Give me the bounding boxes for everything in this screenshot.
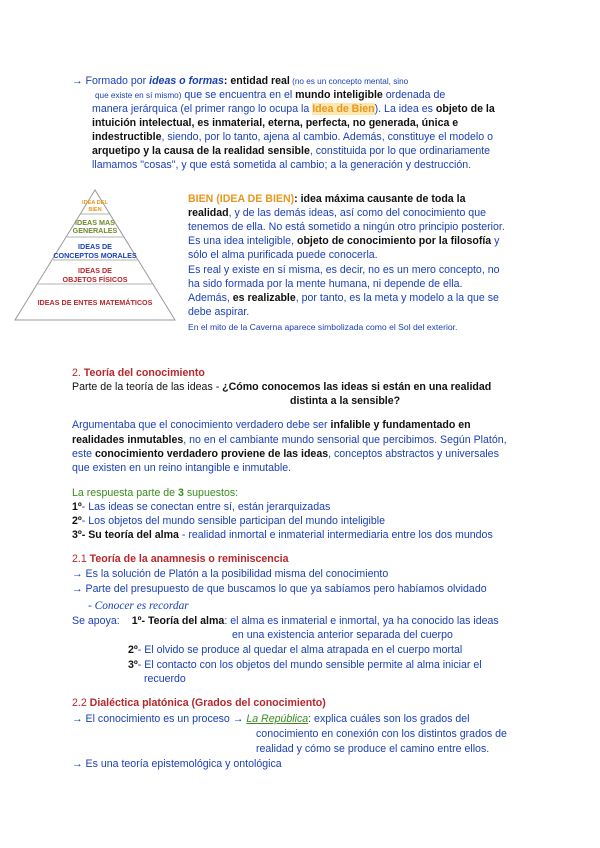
bien-line-9: debe aspirar. xyxy=(188,306,250,318)
bien-line-5: sólo el alma purificada puede conocerla. xyxy=(188,249,378,261)
s2-supuesto-2: 2º- Los objetos del mundo sensible participan del mundo inteligible xyxy=(72,515,386,527)
s2-supuesto-3: 3º- Su teoría del alma - realidad inmortal e inmaterial intermediaria entre los dos mundos xyxy=(72,529,493,541)
section-2-1-heading: 2.1 Teoría de la anamnesis o reminiscencia xyxy=(72,553,289,565)
bien-line-6: Es real y existe en sí misma, es decir, no es un mero concepto, no xyxy=(188,264,500,276)
s22-arrow-2: → Es una teoría epistemológica y ontológica xyxy=(72,758,282,770)
s21-arrow-2: → Parte del presupuesto de que buscamos lo que ya sabíamos pero habíamos olvidado xyxy=(72,583,487,595)
intro-line-6: arquetipo y la causa de la realidad sensible, constituida por lo que ordinariamente xyxy=(92,145,491,157)
intro-line-7: llamamos "cosas", y que está sometida al cambio; a la generación y destrucción. xyxy=(92,159,472,171)
intro-line-5: indestructible, siendo, por lo tanto, ajena al cambio. Además, constituye el modelo o xyxy=(92,131,494,143)
s21-arrow-1: → Es la solución de Platón a la posibilidad misma del conocimiento xyxy=(72,568,389,580)
s2-respuesta: La respuesta parte de 3 supuestos: xyxy=(72,487,239,499)
bien-line-2: realidad, y de las demás ideas, así como del conocimiento que xyxy=(188,207,486,219)
section-2-heading: 2. Teoría del conocimiento xyxy=(72,367,205,379)
s2-para-line-4: que existen en un reino intangible e inmutable. xyxy=(72,462,292,474)
s22-line-3: realidad y cómo se produce el camino entre ellos. xyxy=(256,743,490,755)
section-2-2-heading: 2.2 Dialéctica platónica (Grados del conocimiento) xyxy=(72,697,326,709)
arrow-icon: → xyxy=(72,75,83,87)
s21-apoya-1: Se apoya: 1º- Teoría del alma: el alma es inmaterial e inmortal, ya ha conocido las ideas xyxy=(72,615,499,627)
bien-line-1: BIEN (IDEA DE BIEN): idea máxima causante de toda la xyxy=(188,193,466,205)
s2-para-line-3: este conocimiento verdadero proviene de las ideas, conceptos abstractos y universales xyxy=(72,448,499,460)
arrow-icon: → xyxy=(72,713,83,725)
bien-line-4: Es una idea inteligible, objeto de conocimiento por la filosofía y xyxy=(188,235,500,247)
intro-line-3: manera jerárquica (el primer rango lo ocupa la Idea de Bien). La idea es objeto de la xyxy=(92,103,495,115)
pyramid-level-4: IDEAS DE OBJETOS FÍSICOS xyxy=(62,266,128,284)
pyramid-level-2: IDEAS MAS GENERALES xyxy=(72,218,118,235)
s2-supuesto-1: 1º- Las ideas se conectan entre sí, están jerarquizadas xyxy=(72,501,331,513)
s21-conocer-es-recordar: - Conocer es recordar xyxy=(88,600,189,612)
arrow-icon: → xyxy=(72,758,83,770)
arrow-icon: → xyxy=(72,568,83,580)
s21-apoya-3: 3º- El contacto con los objetos del mundo sensible permite al alma iniciar el xyxy=(128,659,482,671)
bien-line-8: Además, es realizable, por tanto, es la meta y modelo a la que se xyxy=(188,292,499,304)
s22-line-2: conocimiento en conexión con los distintos grados de xyxy=(256,728,507,740)
s22-arrow-1: → El conocimiento es un proceso → La República: explica cuáles son los grados del xyxy=(72,713,470,725)
intro-line-4: intuición intelectual, es inmaterial, eterna, perfecta, no generada, única e xyxy=(92,117,459,129)
pyramid-level-3: IDEAS DE CONCEPTOS MORALES xyxy=(53,242,137,260)
ideas-pyramid xyxy=(10,187,180,322)
s21-apoya-3-cont: recuerdo xyxy=(144,673,186,685)
arrow-icon: → xyxy=(72,583,83,595)
pyramid-level-5: IDEAS DE ENTES MATEMÁTICOS xyxy=(37,298,153,307)
bien-line-3: tenemos de ella. No está sometido a ningún otro principio posterior. xyxy=(188,221,505,233)
s2-para-line-2: realidades inmutables, no en el cambiante mundo sensorial que percibimos. Según Platón, xyxy=(72,434,507,446)
la-republica-link[interactable]: La República xyxy=(246,713,309,725)
section-2-question: Parte de la teoría de las ideas - ¿Cómo conocemos las ideas si están en una realidad xyxy=(72,381,492,393)
intro-line-2: que existe en sí mismo) que se encuentra en el mundo inteligible ordenada de xyxy=(95,89,446,101)
intro-line-1: → Formado por ideas o formas: entidad real (no es un concepto mental, sino xyxy=(72,75,409,87)
pyramid-level-1: IDEA DEL BIEN xyxy=(82,200,108,213)
arrow-icon: → xyxy=(232,713,244,725)
s21-apoya-1-cont: en una existencia anterior separada del cuerpo xyxy=(232,629,453,641)
s2-para-line-1: Argumentaba que el conocimiento verdadero debe ser infalible y fundamentado en xyxy=(72,419,471,431)
s21-apoya-2: 2º- El olvido se produce al quedar el alma atrapada en el cuerpo mortal xyxy=(128,644,463,656)
section-2-question-cont: distinta a la sensible? xyxy=(290,395,401,407)
bien-line-10: En el mito de la Caverna aparece simbolizada como el Sol del exterior. xyxy=(188,322,458,332)
bien-line-7: ha sido formada por la mente humana, ni depende de ella. xyxy=(188,278,463,290)
